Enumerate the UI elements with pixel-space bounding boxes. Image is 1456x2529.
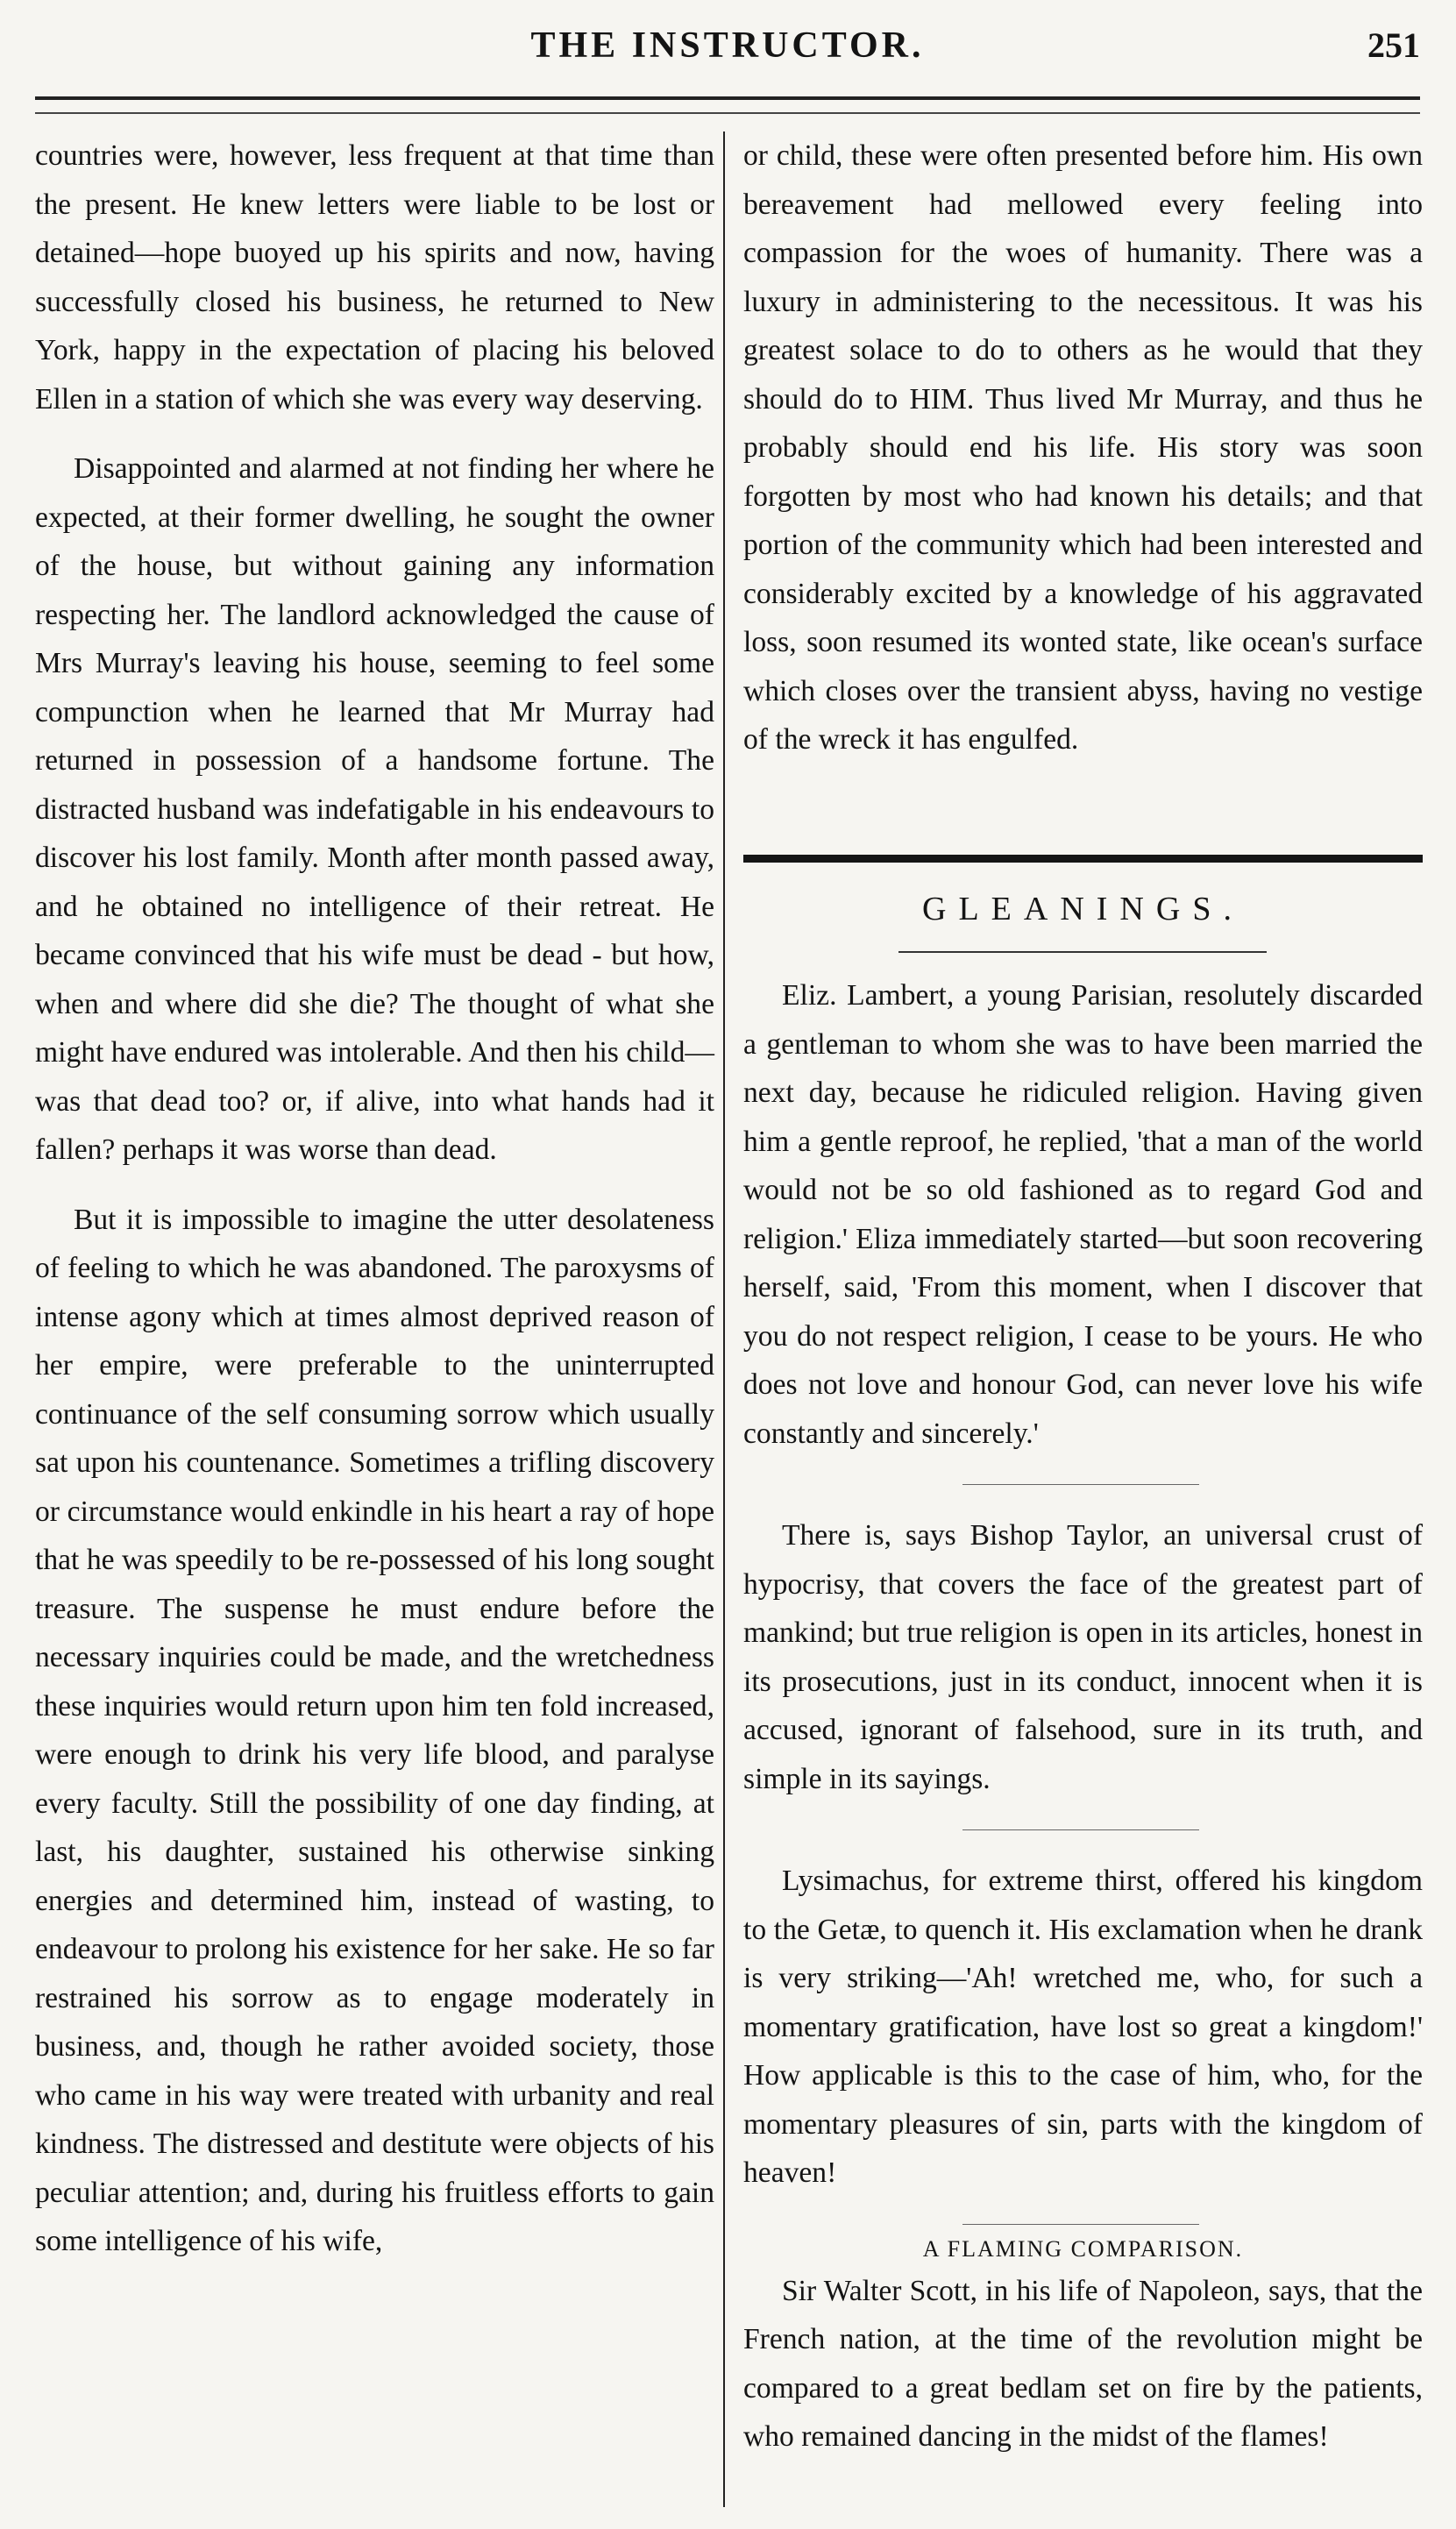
page-title: THE INSTRUCTOR. [530,25,925,66]
heading-underline [898,951,1267,953]
left-column [35,131,714,2266]
gleaning-4: Sir Walter Scott, in his life of Napoleon, says, that the French nation, at the time of the revolution might be compared to a great bedlam set on fire by the patients, who remained dancing in the midst of the flames! [743,2274,1423,2453]
separator-rule [962,1829,1199,1830]
header-rule [35,96,1420,114]
right-paragraph-1: or child, these were often presented before him. His own bereavement had mellowed every feeling into compassion for the woes of humanity. There was a luxury in administering to the necessitous. It was his greatest solace to do to others as he would that they should do to HIM. Thus lived Mr Murray, and thus he probably should end his life. His story was soon forgotten by most who had known his details; and that portion of the community which had been interested and considerably excited by a knowledge of his aggravated loss, soon resumed its wonted state, like ocean's surface which closes over the transient abyss, having no vestige of the wreck it has engulfed. [743,139,1423,756]
column-divider [723,131,725,2507]
sub-heading: A FLAMING COMPARISON. [922,2235,1244,2262]
section-heading: GLEANINGS. [922,891,1244,927]
left-paragraph-3: But it is impossible to imagine the utter desolateness of feeling to which he was abandoned. The paroxysms of intense agony which at times almost deprived reason of her empire, were preferable to the uninterrupted continuance of the self consuming sorrow which usually sat upon his countenance. Sometimes a trifling discovery or circumstance would enkindle in his heart a ray of hope that he was speedily to be re-possessed of his long sought treasure. The suspense he must endure before the necessary inquiries could be made, and the wretchedness these inquiries would return upon him ten fold increased, were enough to drink his very life blood, and paralyse every faculty. Still the possibility of one day finding, at last, his daughter, sustained his otherwise sinking energies and determined him, instead of wasting, to endeavour to prolong his existence for her sake. He so far restrained his sorrow as to engage moderately in business, and, though he rather avoided society, those who came in his way were treated with urbanity and real kindness. The distressed and destitute were objects of his peculiar attention; and, during his fruitless efforts to gain some intelligence of his wife, [35,1203,714,2257]
section-rule [743,855,1423,863]
gleaning-2: There is, says Bishop Taylor, an universal crust of hypocrisy, that covers the face of the greatest part of mankind; but true religion is open in its articles, honest in its prosecutions, just in its conduct, innocent when it is accused, ignorant of falsehood, sure in its truth, and simple in its sayings. [743,1519,1423,1795]
gleaning-3: Lysimachus, for extreme thirst, offered his kingdom to the Getæ, to quench it. His exclamation when he drank is very striking—'Ah! wretched me, who, for such a momentary gratification, have lost so great a kingdom!' How applicable is this to the case of him, who, for the momentary pleasures of sin, parts with the kingdom of heaven! [743,1865,1423,2189]
page-header [35,19,1420,72]
right-column [743,131,1423,764]
left-paragraph-1: countries were, however, less frequent at that time than the present. He knew letters were liable to be lost or detained—hope buoyed up his spirits and now, having successfully closed his business, he returned to New York, happy in the expectation of placing his beloved Ellen in a station of which she was every way deserving. [35,139,714,416]
separator-rule [962,2224,1199,2225]
gleaning-1: Eliz. Lambert, a young Parisian, resolutely discarded a gentleman to whom she was to have been married the next day, because he ridiculed religion. Having given him a gentle reproof, he replied, 'that a man of the world would not be so old fashioned as to regard God and religion.' Eliza immediately started—but soon recovering herself, said, 'From this moment, when I discover that you do not respect religion, I cease to be yours. He who does not love and honour God, can never love his wife constantly and sincerely.' [743,979,1423,1450]
gleanings-body [743,971,1423,2462]
page-number: 251 [1367,25,1420,65]
left-paragraph-2: Disappointed and alarmed at not finding her where he expected, at their former dwelling, he sought the owner of the house, but without gaining any information respecting her. The landlord acknowledged the cause of Mrs Murray's leaving his house, seeming to feel some compunction when he learned that Mr Murray had returned in possession of a handsome fortune. The distracted husband was indefatigable in his endeavours to discover his lost family. Month after month passed away, and he obtained no intelligence of their retreat. He became convinced that his wife must be dead - but how, when and where did she die? The thought of what she might have endured was intolerable. And then his child—was that dead too? or, if alive, into what hands had it fallen? perhaps it was worse than dead. [35,452,714,1166]
separator-rule [962,1484,1199,1485]
